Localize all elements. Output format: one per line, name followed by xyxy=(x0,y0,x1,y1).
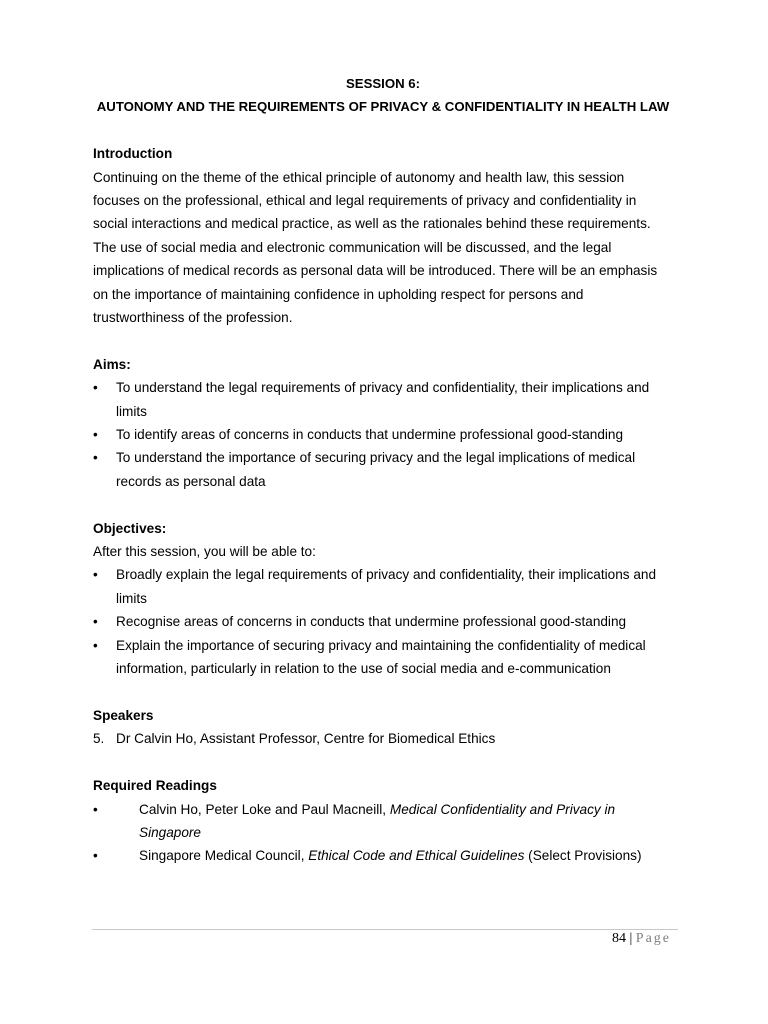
reading-item xyxy=(93,844,673,867)
objectives-item-text: Explain the importance of securing privacy and maintaining the confidentiality of medical information, particularly in relation to the use of social media and e-communication xyxy=(116,637,646,677)
objectives-item xyxy=(93,634,673,681)
aims-item xyxy=(93,423,673,446)
objectives-item xyxy=(93,563,673,610)
aims-item-text: To identify areas of concerns in conducts that undermine professional good-standing xyxy=(116,427,624,443)
bullet-marker: • xyxy=(93,450,98,466)
footer-divider xyxy=(92,929,678,930)
spacer xyxy=(93,681,673,704)
bullet-marker: • xyxy=(93,614,98,630)
session-number: SESSION 6: xyxy=(345,76,421,91)
page-footer xyxy=(612,929,671,949)
page-separator: | xyxy=(625,931,636,946)
aims-item xyxy=(93,446,673,493)
aims-item-text: To understand the legal requirements of privacy and confidentiality, their implications and limits xyxy=(116,380,650,419)
objectives-heading: Objectives: xyxy=(93,520,167,536)
spacer xyxy=(93,751,673,774)
spacer xyxy=(93,119,673,142)
aims-list xyxy=(93,376,673,493)
page-number: 84 xyxy=(611,931,626,946)
bullet-marker: • xyxy=(93,848,98,864)
speaker-number: 5. xyxy=(93,731,105,747)
introduction-text: Continuing on the theme of the ethical principle of autonomy and health law, this session focuses on the professional, ethical and legal requirements of privacy and confidentiality in social interactions and medical practice, as well as the rationales behind these requirements. The use of social media and electronic communication will be discussed, and the legal implications of medical records as personal data will be introduced. There will be an emphasis on the importance of maintaining confidence in upholding respect for persons and trustworthiness of the profession. xyxy=(93,169,658,326)
page-label: Page xyxy=(635,931,671,946)
objectives-item xyxy=(93,610,673,633)
readings-heading: Required Readings xyxy=(93,778,217,794)
reading-title: Ethical Code and Ethical Guidelines xyxy=(308,848,525,864)
objectives-item-text: Recognise areas of concerns in conducts that undermine professional good-standing xyxy=(116,614,627,630)
reading-authors: Singapore Medical Council, xyxy=(139,848,309,864)
bullet-marker: • xyxy=(93,567,98,583)
spacer xyxy=(93,493,673,516)
reading-item xyxy=(93,798,673,845)
aims-heading: Aims: xyxy=(93,356,131,372)
bullet-marker: • xyxy=(93,380,98,396)
session-title: AUTONOMY AND THE REQUIREMENTS OF PRIVACY & CONFIDENTIALITY IN HEALTH LAW xyxy=(96,99,670,115)
reading-authors: Calvin Ho, Peter Loke and Paul Macneill, xyxy=(139,801,390,817)
readings-list xyxy=(93,798,673,868)
document-content xyxy=(93,72,673,868)
objectives-list xyxy=(93,563,673,680)
objectives-item-text: Broadly explain the legal requirements of privacy and confidentiality, their implications and limits xyxy=(116,567,657,606)
bullet-marker: • xyxy=(93,637,98,653)
reading-suffix: (Select Provisions) xyxy=(524,848,642,864)
spacer xyxy=(93,329,673,352)
aims-item xyxy=(93,376,673,423)
speaker-text: Dr Calvin Ho, Assistant Professor, Centre for Biomedical Ethics xyxy=(116,731,496,747)
speakers-heading: Speakers xyxy=(93,707,154,723)
introduction-heading: Introduction xyxy=(93,146,173,162)
bullet-marker: • xyxy=(93,427,98,443)
reading-title: Medical Confidentiality and Privacy in Singapore xyxy=(139,801,616,840)
objectives-intro: After this session, you will be able to: xyxy=(93,544,316,560)
bullet-marker: • xyxy=(93,801,98,817)
speakers-list xyxy=(93,727,673,750)
aims-item-text: To understand the importance of securing privacy and the legal implications of medical records as personal data xyxy=(116,450,636,489)
speaker-item xyxy=(93,727,673,750)
